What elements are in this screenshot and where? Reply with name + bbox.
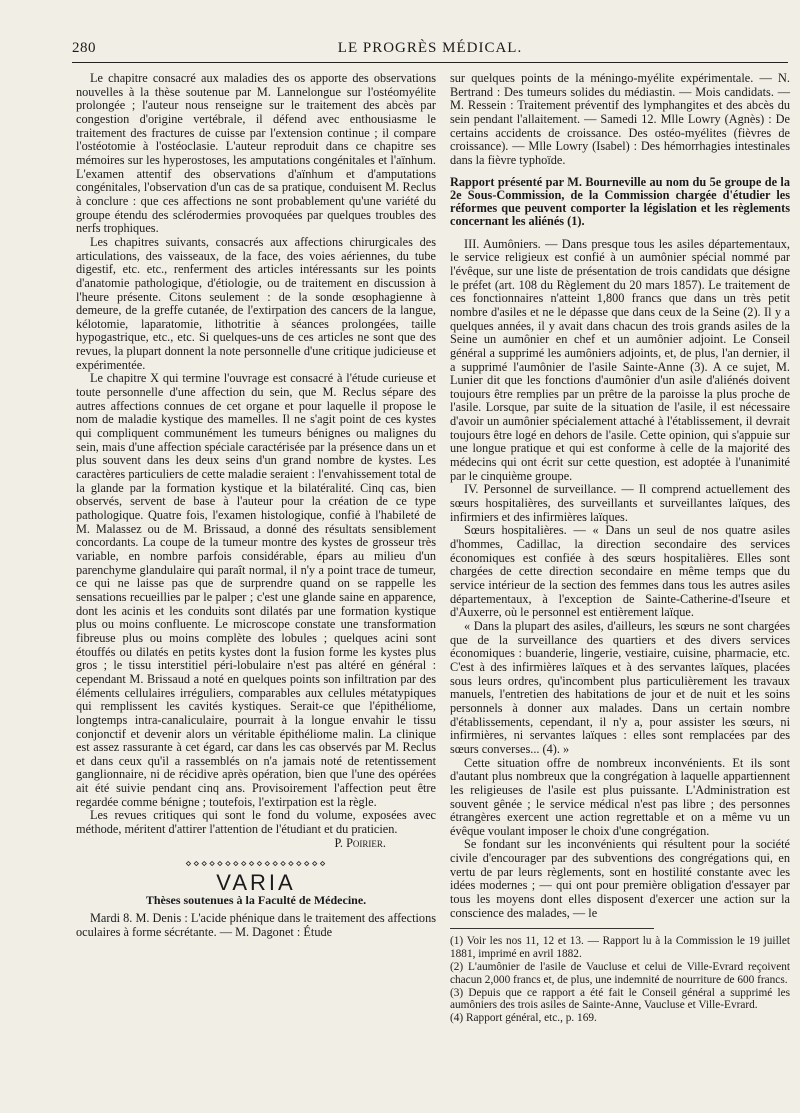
page-number: 280 (72, 40, 96, 56)
paragraph: « Dans la plupart des asiles, d'ailleurs, les sœurs ne sont chargées que de la surveillance des quartiers et des divers services économiques : buanderie, lingerie, vestiaire, cuisine, pharmacie, etc. C'est à des infirmières laïques et à des servantes laïques, placées sous leurs ordres, qu'incombent plus particulièrement les travaux manuels, l'entretien des habitations de jour et de nuit et les soins personnels à donner aux malades. Dans un certain nombre d'établissements, cependant, il n'y a, pour assister les sœurs, ni infirmières, ni servantes laïques : elles sont remplacées par des sœurs converses... (4). » (450, 618, 790, 756)
paragraph: IV. Personnel de surveillance. — Il comprend actuellement des sœurs hospitalières, des surveillants et surveillantes laïques, des infirmiers et des infirmières laïques. (450, 482, 790, 524)
varia-text: Mardi 8. M. Denis : L'acide phénique dans le traitement des affections oculaires à forme sécrétante. — M. Dagonet : Étude (76, 911, 436, 940)
paragraph: Cette situation offre de nombreux inconvénients. Et ils sont d'autant plus nombreux que la congrégation à laquelle appartiennent les religieuses de l'asile est plus puissante. L'Administration est souvent gênée ; le service médical n'est pas libre ; des personnes étrangères exercent une action regrettable et on a même vu un évêque voulant imposer le choix d'une congrégation. (450, 755, 790, 838)
subsection-title: Thèses soutenues à la Faculté de Médecine. (145, 892, 367, 907)
footnote: (4) Rapport général, etc., p. 169. (450, 1012, 597, 1025)
footnotes (450, 935, 790, 1025)
paragraph: Se fondant sur les inconvénients qui résultent pour la société civile d'encourager par des subventions des congrégations qui, en vertu de par leurs règlements, sont en hostilité constante avec les idées modernes ; — qui ont pour première obligation d'essayer par tous les moyens dont elles disposent d'exercer une action sur la conscience des malades, — le (450, 837, 790, 920)
paragraph: Sœurs hospitalières. — « Dans un seul de nos quatre asiles d'hommes, Cadillac, la direction secondaire des services économiques est confiée à des sœurs hospitalières. Elles sont chargées de cette direction secondaire en même temps que du service intérieur de la section des femmes dans tous les autres asiles départementaux, à l'exception de Sainte-Catherine-d'Iseure et d'Auxerre, où le personnel est entièrement laïque. (450, 523, 790, 620)
paragraph: Les chapitres suivants, consacrés aux affections chirurgicales des articulations, des vaisseaux, de la face, des voies aériennes, du tube digestif, etc. etc., renferment des articles intéressants sur les points d'anatomie pathologique, d'étiologie, ou de traitement en discussion à l'heure présente. Citons seulement : de la sonde œsophagienne à demeure, de la greffe cutanée, de l'extirpation des cancers de la langue, kélotomie, laparatomie, lithotritie à séances prolongées, taille hypogastrique, etc., etc. Si quelques-uns de ces articles ne sont que des revues, la plupart donnent la note personnelle d'une critique judicieuse et expérimentée. (76, 234, 436, 372)
paragraph: III. Aumôniers. — Dans presque tous les asiles départementaux, le service religieux est confié à un aumônier spécial nommé par l'évêque, sur une liste de présentation de trois candidats que désigne le préfet (art. 108 du Règlement du 20 mars 1857). Le traitement de ces fonctionnaires n'atteint 1,800 francs que dans un très petit nombre d'asiles et ne le dépasse que dans ceux de la Seine (2). Il y a quelques années, il y avait dans chacun des trois grands asiles de la Seine un aumônier en chef et un aumônier adjoint. Le Conseil général a supprimé les aumôniers adjoints, et, de plus, l'an dernier, il a supprimé l'aumônier de l'asile Sainte-Anne (3). A ce sujet, M. Lunier dit que les fonctions d'aumônier d'un asile d'aliénés doivent toujours être remplies par un prêtre de la paroisse la plus proche de l'asile. Lorsque, par suite de la situation de l'asile, il est nécessaire d'avoir un aumônier spécialement attaché à l'établissement, il devrait toujours être logé en dehors de l'asile. Cette opinion, qui s'appuie sur une longue pratique et qui est conforme à celle de la majorité des médecins qui ont écrit sur cette question, est adoptée à l'unanimité par le cinquième groupe. (450, 236, 790, 483)
paragraph: Le chapitre X qui termine l'ouvrage est consacré à l'étude curieuse et toute personnelle d'une affection du sein, que M. Reclus sépare des autres affections connues de cet organe et pour laquelle il propose le nom de maladie kystique des mamelles. Il ne s'agit point de ces kystes qui compliquent communément les tumeurs bénignes ou malignes du sein, mais d'une affection spéciale caractérisée par la présence dans un et plus souvent dans les deux seins d'un grand nombre de kystes. Les caractères particuliers de cette maladie seraient : l'envahissement total de la glande par la formation kystique et la bilatéralité. Cinq cas, bien observés, servent de base à l'auteur pour la création de ce type pathologique. Quatre fois, l'examen histologique, confié à l'habileté de M. Malassez ou de M. Brissaud, a donné des résultats sensiblement concordants. La coupe de la tumeur montre des kystes de grosseur très variable, en nombre parfois considérable, épars au milieu d'un parenchyme glandulaire qui paraît normal, il n'y a point trace de tumeur, ce qui ne laisse pas que de surprendre quand on se rappelle les sensations recueillies par le palper ; c'est une glande saine en apparence, dont les acinis et les conduits sont dilatés par une formation kystique plus ou moins confluente. Le microscope constate une transformation fibreuse plus ou moins complète des lobules ; quelques acini sont étouffés ou dilatés en petits kystes dont la fusion forme les kystes plus gros ; le tissu interstitiel péri-lobulaire n'est pas altéré en général : cependant M. Brissaud a noté en quelques points son infiltration par des éléments cellulaires irréguliers, comparables aux cellules métatypiques qui remplissent les cavités kystiques. Serait-ce que l'épithéliome, longtemps intra-canaliculaire, pourrait à la longue envahir le tissu conjonctif et devenir alors un véritable épithéliome malin. La clinique est assez rassurante à cet égard, car dans les cas observés par M. Reclus et dans ceux qu'il a rassemblés on n'a jamais noté de retentissement ganglionnaire, ni de récidive après opération, bien que l'une des opérées ait été suivie pendant cinq ans. Provisoirement l'affection peut être regardée comme bénigne ; toutefois, l'extirpation est la règle. (76, 371, 436, 809)
paragraph: Le chapitre consacré aux maladies des os apporte des observations nouvelles à la thèse soutenue par M. Lannelongue sur l'ostéomyélite prolongée ; l'auteur nous renseigne sur le traitement des abcès par congestion d'origine vertébrale, il défend avec enthousiasme le traitement des fractures de cuisse par l'extension continue ; il compare l'ostéotomie à l'ostéoclasie. L'auteur reproduit dans ce chapitre ses mémoires sur les hyperostoses, les amputations congénitales et l'aïnhum. L'examen attentif des observations d'aïnhum et d'amputations congénitales, l'observation d'un cas de sa pratique, conduisent M. Reclus à conclure : que ces affections ne sont probablement qu'une variété du groupe étendu des sclérodermies provoquées par quelques troubles des nerfs trophiques. (76, 71, 436, 236)
signature: P. Poirier. (334, 835, 386, 850)
paragraph: Les revues critiques qui sont le fond du volume, exposées avec méthode, méritent d'attirer l'attention de l'étudiant et du praticien. (76, 808, 436, 837)
footnote: (2) L'aumônier de l'asile de Vaucluse et celui de Ville-Evrard reçoivent chacun 2,000 francs et, de plus, une indemnité de nourriture de 600 francs. (450, 961, 790, 986)
report-title: Rapport présenté par M. Bourneville au nom du 5e groupe de la 2e Sous-Commission, de la Commission chargée d'étudier les réformes que peuvent comporter la législation et les règlements concernant les aliénés (1). (450, 174, 790, 228)
footnote: (1) Voir les nos 11, 12 et 13. — Rapport lu à la Commission le 19 juillet 1881, imprimé en avril 1882. (450, 935, 790, 961)
running-title: LE PROGRÈS MÉDICAL. (337, 40, 523, 56)
continued-text: sur quelques points de la méningo-myélite expérimentale. — N. Bertrand : Des tumeurs solides du médiastin. — Mois candidats. — M. Ressein : Traitement préventif des lymphangites et des abcès du sein pendant l'allaitement. — Samedi 12. Mlle Lowry (Agnès) : De certains accidents de croissance. Des ostéo-myélites (fièvres de croissance). — Mlle Lowry (Isabel) : Des hémorrhagies intestinales dans la fièvre typhoïde. (450, 71, 790, 167)
page-header (72, 36, 788, 63)
left-column (76, 72, 436, 940)
section-title: VARIA (216, 870, 296, 896)
right-column (450, 72, 790, 1025)
footnote-rule (450, 928, 654, 929)
footnote: (3) Depuis que ce rapport a été fait le Conseil général a supprimé les aumôniers des trois asiles de Sainte-Anne, Vaucluse et Ville-Evrard. (450, 986, 790, 1012)
ornament-divider: ⋄⋄⋄⋄⋄⋄⋄⋄⋄⋄⋄⋄⋄⋄⋄⋄⋄⋄ (185, 858, 327, 871)
